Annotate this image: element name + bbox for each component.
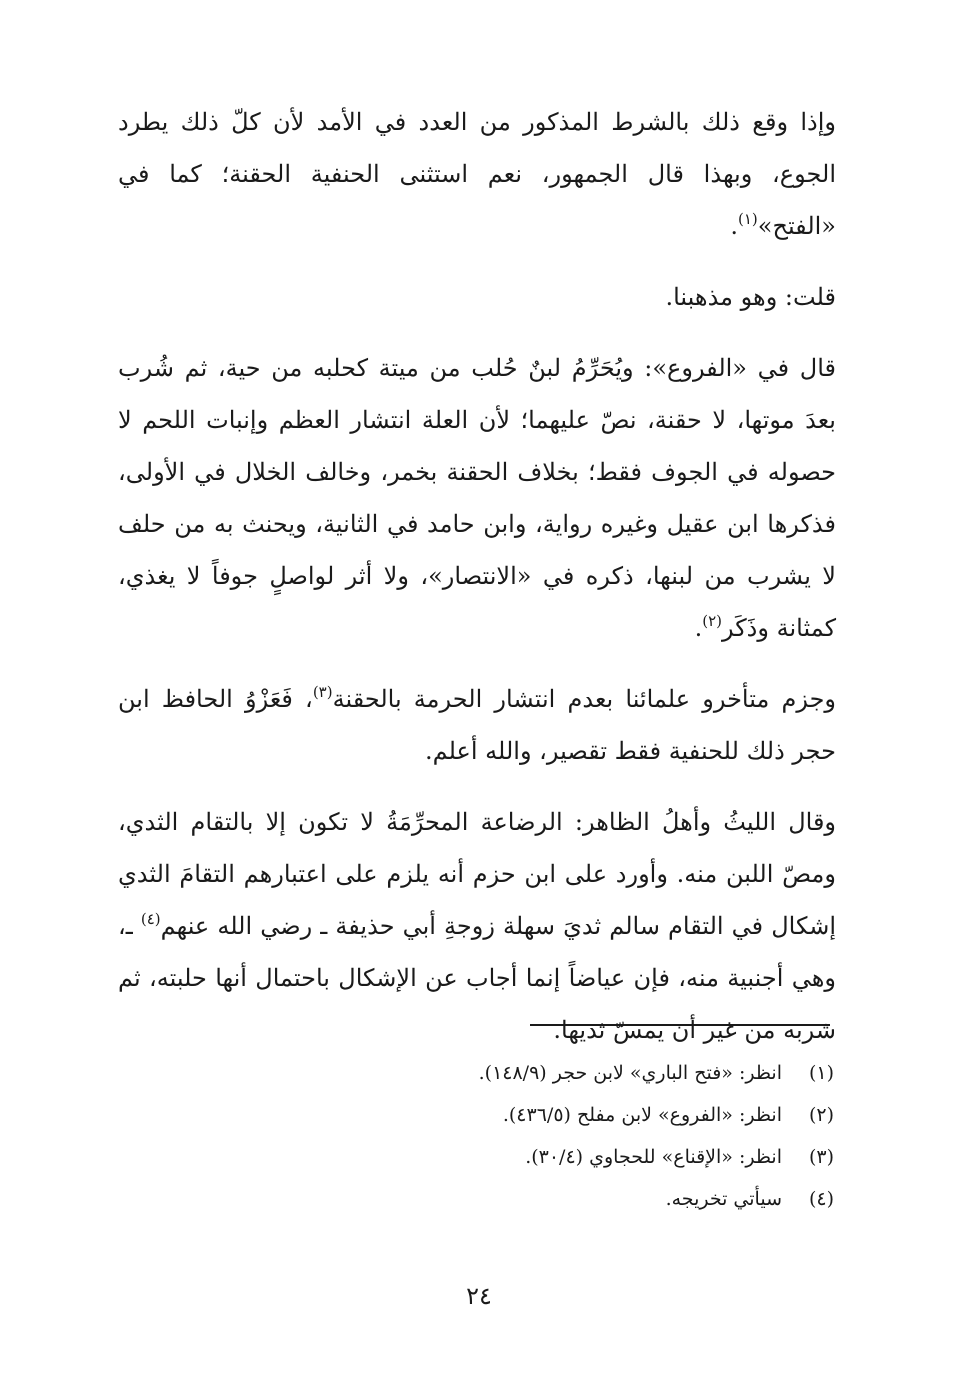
paragraph-text: قلت: وهو مذهبنا. xyxy=(665,283,836,311)
footnote-number: (١) xyxy=(808,1062,834,1084)
paragraph-text: . xyxy=(730,212,738,240)
footnote-text: سيأتي تخريجه. xyxy=(665,1188,782,1210)
footnote-text: انظر: «الفروع» لابن مفلح (٤٣٦/٥). xyxy=(502,1104,782,1126)
footnote-item xyxy=(300,1094,834,1136)
paragraph-3 xyxy=(118,342,836,654)
footnote-ref: (٤) xyxy=(140,910,161,928)
paragraph-1 xyxy=(118,96,836,252)
footnote-ref: (٣) xyxy=(312,683,333,701)
paragraph-text: وإذا وقع ذلك بالشرط المذكور من العدد في الأمد لأن كلّ ذلك يطرد الجوع، وبهذا قال الجمهور، نعم استثنى الحنفية الحقنة؛ كما في «الفتح» xyxy=(118,108,836,240)
footnote-item xyxy=(300,1178,834,1220)
footnote-item xyxy=(300,1136,834,1178)
footnote-number: (٣) xyxy=(808,1146,834,1168)
paragraph-text: ـ، وهي أجنبية منه، فإن عياضاً إنما أجاب عن الإشكال باحتمال أنها حلبته، ثم شربه من غير أن يمسّ ثديها. xyxy=(118,912,836,1044)
footnote-ref: (٢) xyxy=(702,612,723,630)
paragraph-text: قال في «الفروع»: ويُحَرِّمُ لبنٌ حُلب من ميتة كحلبه من حية، ثم شُرب بعدَ موتها، لا حقنة، نصّ عليهما؛ لأن العلة انتشار العظم وإنبات اللحم لا حصوله في الجوف فقط؛ بخلاف الحقنة بخمر، وخالف الخلال في الأولى، فذكرها ابن عقيل وغيره رواية، وابن حامد في الثانية، ويحنث به من حلف لا يشرب من لبنها، ذكره في «الانتصار»، ولا أثر لواصلٍ جوفاً لا يغذي، كمثانة وذَكَر xyxy=(118,354,836,642)
paragraph-text: . xyxy=(694,614,703,642)
footnotes xyxy=(300,1052,834,1220)
paragraph-text: وجزم متأخرو علمائنا بعدم انتشار الحرمة بالحقنة xyxy=(332,685,837,713)
paragraph-text: ، فَعَزْوُ الحافظ ابن حجر ذلك للحنفية فقط تقصير، والله أعلم. xyxy=(118,685,836,765)
paragraph-5 xyxy=(118,796,836,1056)
paragraph-2 xyxy=(118,271,836,323)
paragraph-text: وقال الليثُ وأهلُ الظاهر: الرضاعة المحرِّمَةُ لا تكون إلا بالتقام الثدي، ومصّ اللبن منه. وأورد على ابن حزم أنه يلزم على اعتبارهم التقامَ الثدي إشكال في التقام سالم ثديَ سهلة زوجةِ أبي حذيفة ـ رضي الله عنهم xyxy=(118,808,837,940)
footnote-number: (٤) xyxy=(808,1188,834,1210)
footnote-item xyxy=(300,1052,834,1094)
footnote-number: (٢) xyxy=(808,1104,834,1126)
paragraph-4 xyxy=(118,673,836,777)
main-text xyxy=(118,96,836,1075)
footnote-text: انظر: «فتح الباري» لابن حجر (١٤٨/٩). xyxy=(478,1062,782,1084)
footnote-text: انظر: «الإقناع» للحجاوي (٣٠/٤). xyxy=(525,1146,782,1168)
footnote-ref: (١) xyxy=(737,210,758,228)
footnote-separator xyxy=(530,1024,830,1026)
page-number: ٢٤ xyxy=(466,1282,492,1310)
